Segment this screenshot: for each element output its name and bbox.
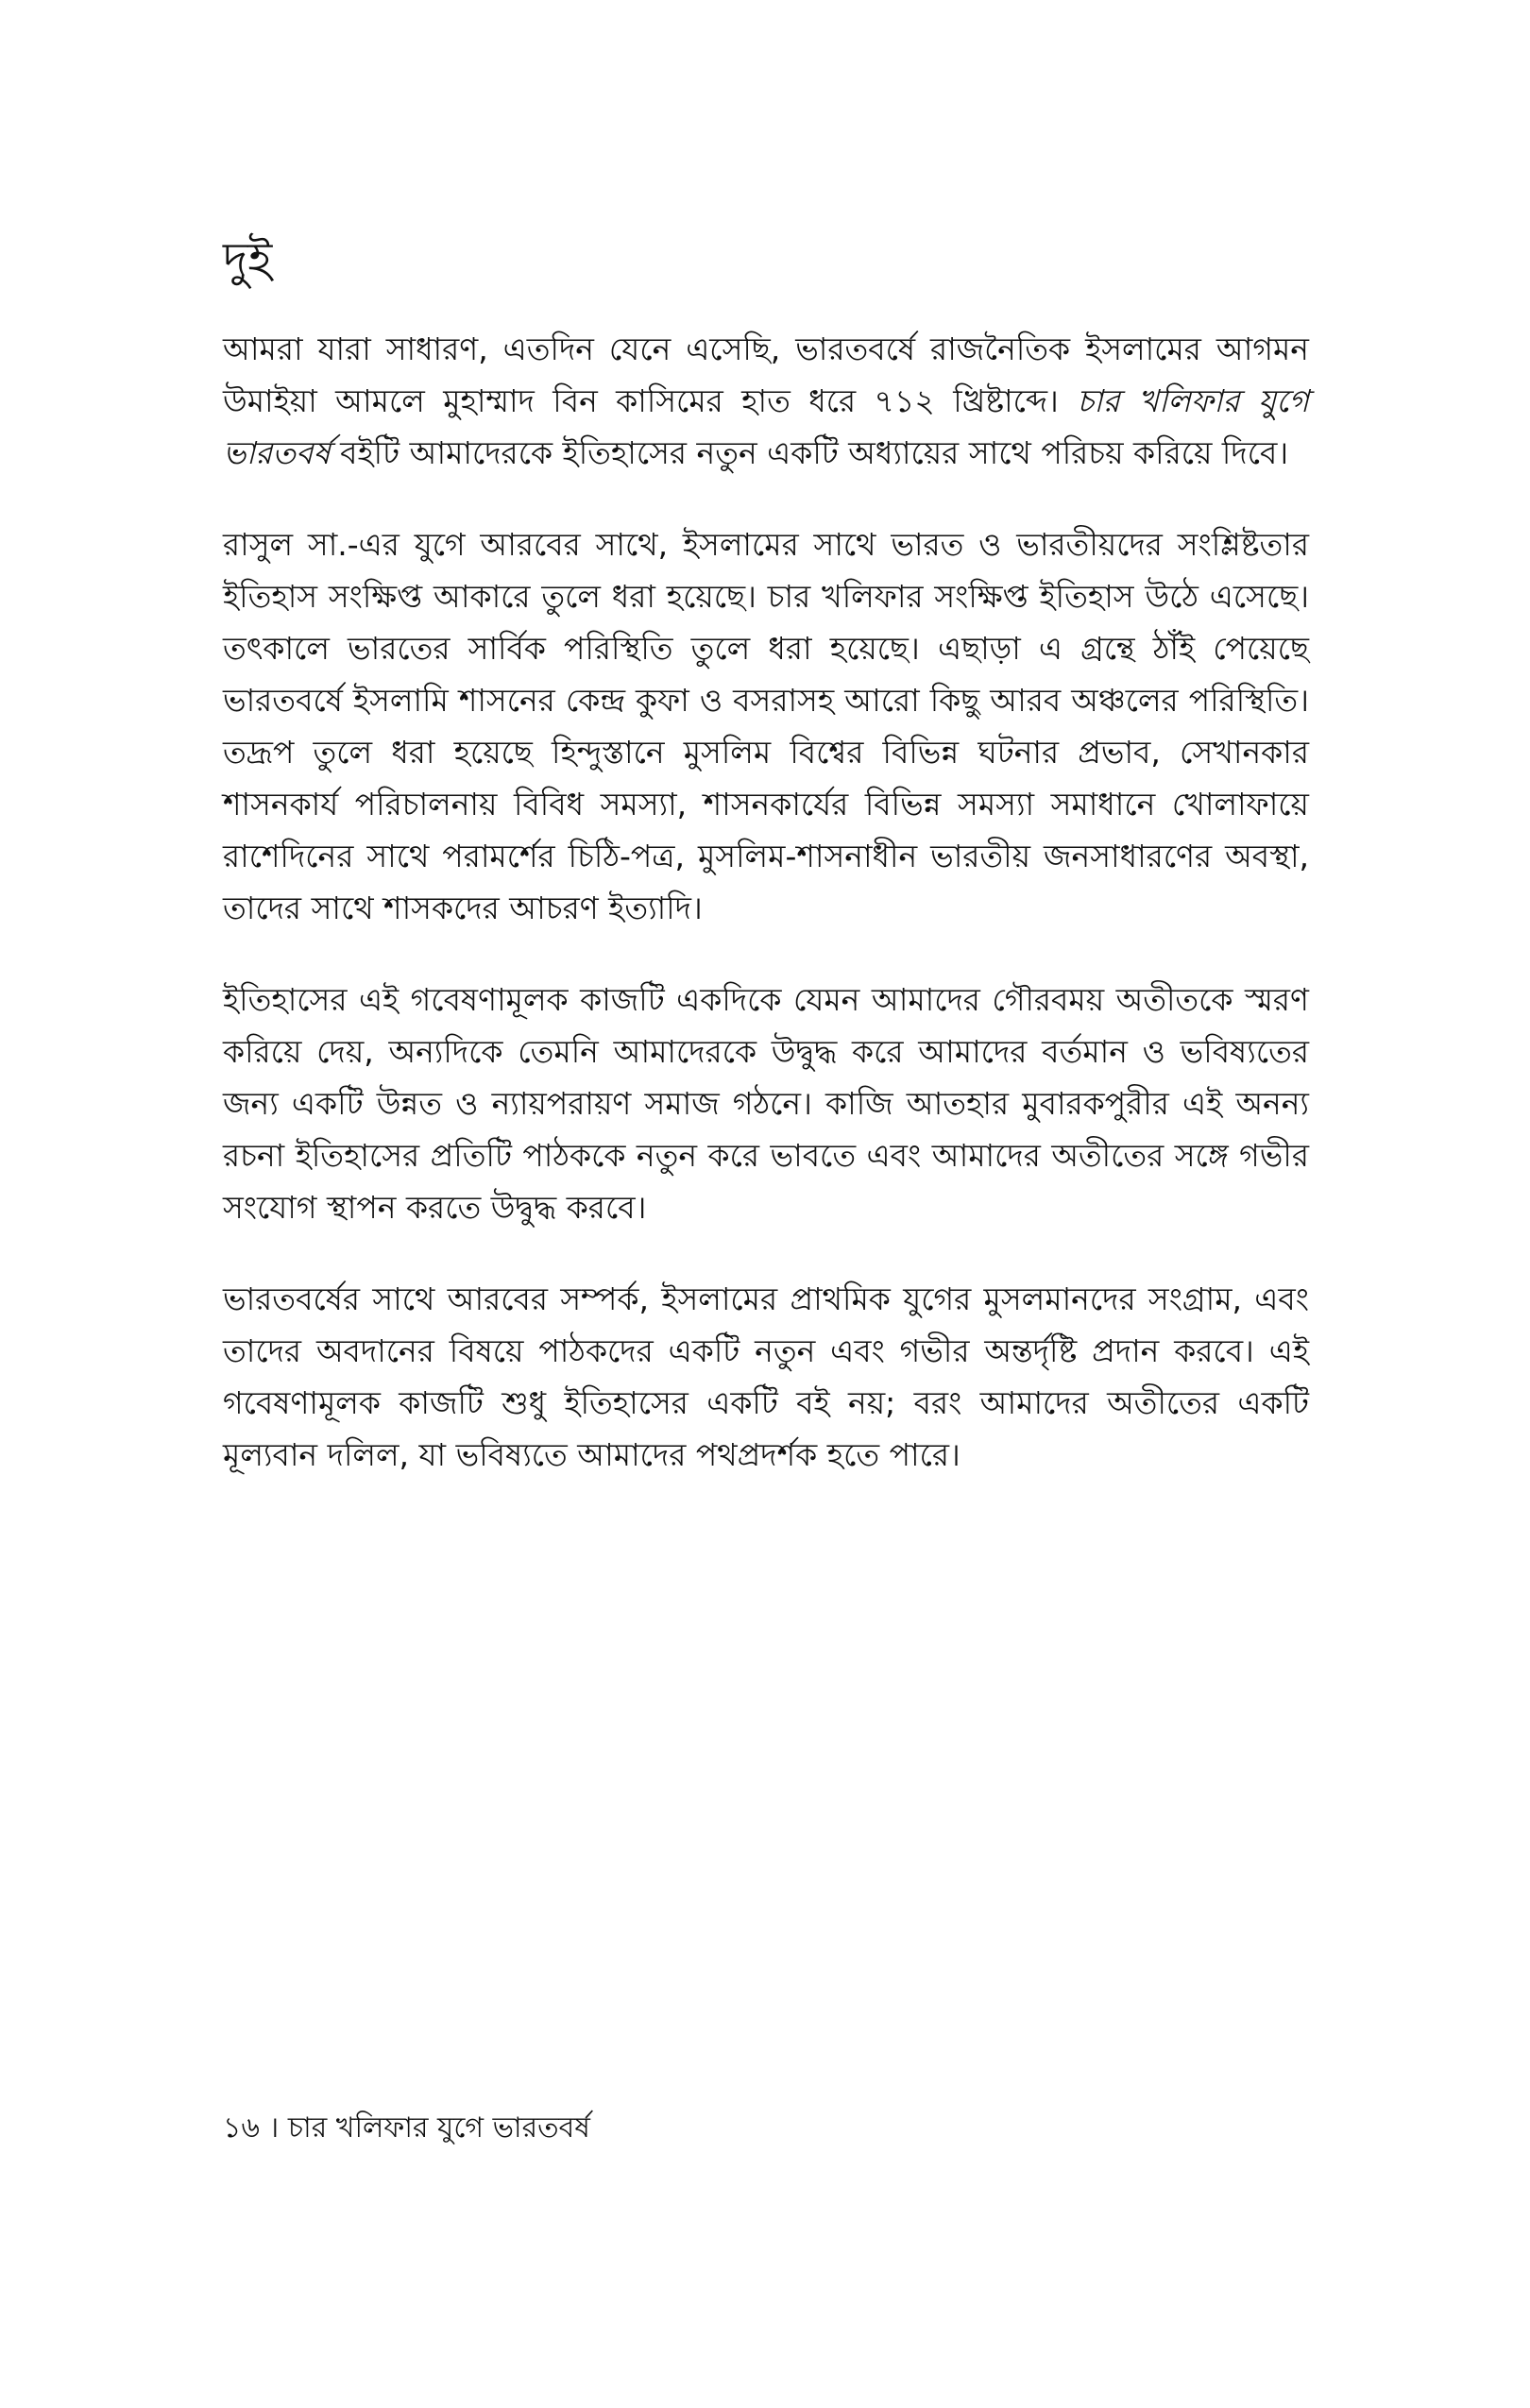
page-footer (223, 2108, 590, 2149)
paragraph-3: ইতিহাসের এই গবেষণামূলক কাজটি একদিকে যেমন আমাদের গৌরবময় অতীতকে স্মরণ করিয়ে দেয়, অন্যদিকে তেমনি আমাদেরকে উদ্বুদ্ধ করে আমাদের বর্তমান ও ভবিষ্যতের জন্য একটি উন্নত ও ন্যায়পরায়ণ সমাজ গঠনে। কাজি আতহার মুবারকপুরীর এই অনন্য রচনা ইতিহাসের প্রতিটি পাঠককে নতুন করে ভাবতে এবং আমাদের অতীতের সঙ্গে গভীর সংযোগ স্থাপন করতে উদ্বুদ্ধ করবে। (223, 981, 1309, 1226)
chapter-heading: দুই (223, 232, 273, 287)
paragraph-2: রাসুল সা.-এর যুগে আরবের সাথে, ইসলামের সাথে ভারত ও ভারতীয়দের সংশ্লিষ্টতার ইতিহাস সংক্ষিপ্ত আকারে তুলে ধরা হয়েছে। চার খলিফার সংক্ষিপ্ত ইতিহাস উঠে এসেছে। তৎকালে ভারতের সার্বিক পরিস্থিতি তুলে ধরা হয়েছে। এছাড়া এ গ্রন্থে ঠাঁই পেয়েছে ভারতবর্ষে ইসলামি শাসনের কেন্দ্র কুফা ও বসরাসহ আরো কিছু আরব অঞ্চলের পরিস্থিতি। তদ্রূপ তুলে ধরা হয়েছে হিন্দুস্তানে মুসলিম বিশ্বের বিভিন্ন ঘটনার প্রভাব, সেখানকার শাসনকার্য পরিচালনায় বিবিধ সমস্যা, শাসনকার্যের বিভিন্ন সমস্যা সমাধানে খোলাফায়ে রাশেদিনের সাথে পরামর্শের চিঠি-পত্র, মুসলিম-শাসনাধীন ভারতীয় জনসাধারণের অবস্থা, তাদের সাথে শাসকদের আচরণ ইত্যাদি। (223, 526, 1309, 926)
chapter-body (223, 323, 1309, 1520)
running-title: চার খলিফার যুগে ভারতবর্ষ (287, 2111, 590, 2145)
paragraph-1-text-after: বইটি আমাদেরকে ইতিহাসের নতুন একটি অধ্যায়ের সাথে পরিচয় করিয়ে দিবে। (330, 434, 1289, 471)
paragraph-1 (223, 323, 1309, 479)
footer-separator: । (268, 2111, 280, 2145)
book-title-italic: চার খলিফার যুগে ভারতবর্ষ (223, 382, 1309, 471)
page-number: ১৬ (223, 2111, 260, 2145)
paragraph-4: ভারতবর্ষের সাথে আরবের সম্পর্ক, ইসলামের প্রাথমিক যুগের মুসলমানদের সংগ্রাম, এবং তাদের অবদানের বিষয়ে পাঠকদের একটি নতুন এবং গভীর অন্তর্দৃষ্টি প্রদান করবে। এই গবেষণামূলক কাজটি শুধু ইতিহাসের একটি বই নয়; বরং আমাদের অতীতের একটি মূল্যবান দলিল, যা ভবিষ্যতে আমাদের পথপ্রদর্শক হতে পারে। (223, 1280, 1309, 1473)
paragraph-1-text-before: আমরা যারা সাধারণ, এতদিন যেনে এসেছি, ভারতবর্ষে রাজনৈতিক ইসলামের আগমন উমাইয়া আমলে মুহাম্মাদ বিন কাসিমের হাত ধরে ৭১২ খ্রিষ্টাব্দে। (223, 331, 1309, 419)
